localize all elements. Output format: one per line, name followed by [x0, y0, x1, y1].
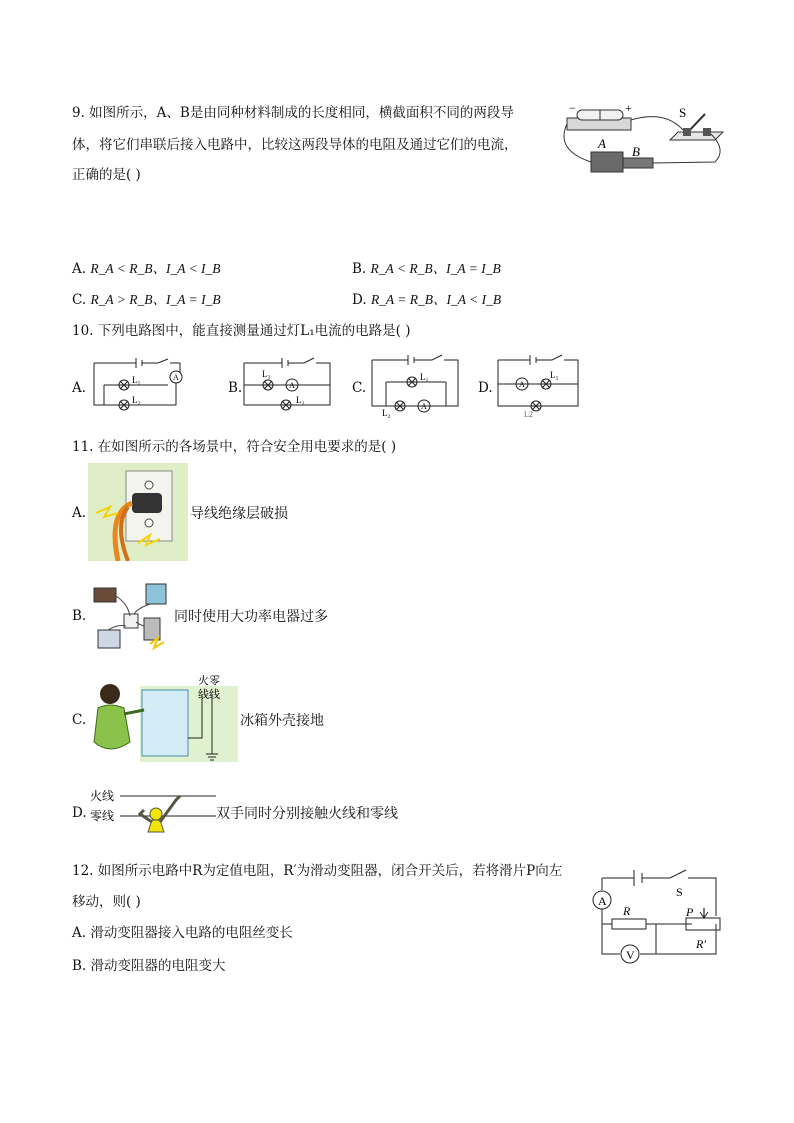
q11-option-d[interactable]: D. — [72, 805, 87, 821]
q10-b-l2: L₂ — [296, 395, 305, 405]
q9-option-a[interactable] — [72, 259, 221, 279]
q12-circuit-figure — [590, 862, 725, 967]
q10-d-l1: L₁ — [550, 370, 559, 380]
q11-option-b[interactable]: B. — [72, 608, 87, 624]
q10-a-ammeter: A — [173, 373, 179, 382]
q12-stem-line2: 移动，则( ) — [72, 894, 141, 910]
q12-option-b[interactable] — [72, 956, 226, 976]
q10-circuit-d — [490, 352, 585, 418]
q9-stem-line2: 体，将它们串联后接入电路中，比较这两段导体的电阻及通过它们的电流， — [72, 137, 518, 153]
q11-option-a-text: 导线绝缘层破损 — [190, 506, 288, 522]
q9-option-b-text: R_A < R_B、I_A = I_B — [370, 261, 501, 276]
q11-figure-a-broken-wire — [88, 463, 188, 561]
q10-circuit-b — [240, 355, 335, 413]
q9-option-d-label: D. — [352, 292, 371, 308]
q10-c-l2: L₂ — [382, 408, 391, 418]
q9-circuit-figure — [555, 100, 730, 185]
q10-option-a[interactable]: A. — [72, 380, 87, 396]
q11-option-a[interactable]: A. — [72, 505, 87, 521]
q12-r-label: R — [623, 904, 631, 918]
q10-c-l1: L₁ — [420, 372, 429, 382]
q11-option-c[interactable]: C. — [72, 712, 87, 728]
q12-voltmeter-label: V — [626, 948, 635, 962]
q10-a-l2: L₂ — [132, 395, 141, 405]
q11-option-b-text: 同时使用大功率电器过多 — [174, 609, 328, 625]
q9-option-a-label: A. — [72, 261, 91, 277]
q9-option-c[interactable] — [72, 290, 221, 310]
q12-stem-line1: 12. 如图所示电路中R为定值电阻，R′为滑动变阻器，闭合开关后，若将滑片P向左 — [72, 863, 563, 879]
q10-stem: 10. 下列电路图中，能直接测量通过灯L₁电流的电路是( ) — [72, 323, 411, 339]
q9-option-c-text: R_A > R_B、I_A = I_B — [90, 292, 221, 307]
q12-p-label: P — [686, 905, 694, 919]
q11-d-label-fire: 火线 — [90, 789, 115, 803]
q12-option-b-label: B. — [72, 958, 87, 974]
q9-option-d-text: R_A = R_B、I_A < I_B — [370, 292, 502, 307]
q10-a-l1: L₁ — [132, 375, 141, 385]
q12-option-a-label: A. — [72, 925, 87, 941]
q9-option-b-label: B. — [352, 261, 371, 277]
q12-switch-label: S — [676, 885, 683, 899]
q9-switch-label: S — [679, 105, 687, 120]
q9-conductor-b-label: B — [632, 144, 640, 159]
q9-option-d[interactable] — [352, 290, 501, 310]
q12-option-b-text: 滑动变阻器的电阻变大 — [90, 958, 226, 974]
q10-option-d[interactable]: D. — [478, 380, 493, 396]
q9-stem-line1: 9. 如图所示，A、B是由同种材料制成的长度相同，横截面积不同的两段导 — [72, 105, 514, 121]
q9-option-c-label: C. — [72, 292, 91, 308]
q10-b-ammeter: A — [289, 381, 295, 390]
q9-option-b[interactable] — [352, 259, 501, 279]
q12-rprime-label: R′ — [696, 937, 706, 951]
q11-figure-c-fridge-grounded — [88, 672, 238, 762]
q9-plus-label: + — [625, 101, 632, 115]
q12-ammeter-label: A — [598, 894, 607, 908]
q11-option-d-text: 双手同时分别接触火线和零线 — [216, 806, 398, 822]
q12-option-a-text: 滑动变阻器接入电路的电阻丝变长 — [90, 925, 293, 941]
q9-minus-label: − — [569, 101, 576, 115]
q9-option-a-text: R_A < R_B、I_A < I_B — [90, 261, 221, 276]
q10-option-b[interactable]: B. — [228, 380, 243, 396]
q11-c-label-fire: 火零 — [198, 675, 220, 687]
q10-option-c[interactable]: C. — [352, 380, 367, 396]
q10-circuit-c — [366, 352, 464, 418]
q11-option-c-text: 冰箱外壳接地 — [240, 713, 324, 729]
q10-d-l2: L2 — [524, 410, 533, 418]
q11-figure-d-touching-wires — [88, 786, 216, 834]
q10-circuit-a — [88, 355, 188, 413]
q10-b-l1: L₁ — [262, 369, 271, 379]
q9-stem-line3: 正确的是( ) — [72, 167, 141, 183]
q11-c-label-wires: 线线 — [198, 689, 220, 701]
q11-d-label-zero: 零线 — [90, 809, 115, 823]
q9-conductor-a-label: A — [598, 136, 606, 151]
q11-stem: 11. 在如图所示的各场景中，符合安全用电要求的是( ) — [72, 439, 397, 455]
q10-c-ammeter: A — [421, 402, 427, 411]
q10-d-ammeter: A — [519, 380, 525, 389]
q12-option-a[interactable] — [72, 923, 293, 943]
q11-figure-b-overloaded-outlet — [88, 578, 174, 658]
